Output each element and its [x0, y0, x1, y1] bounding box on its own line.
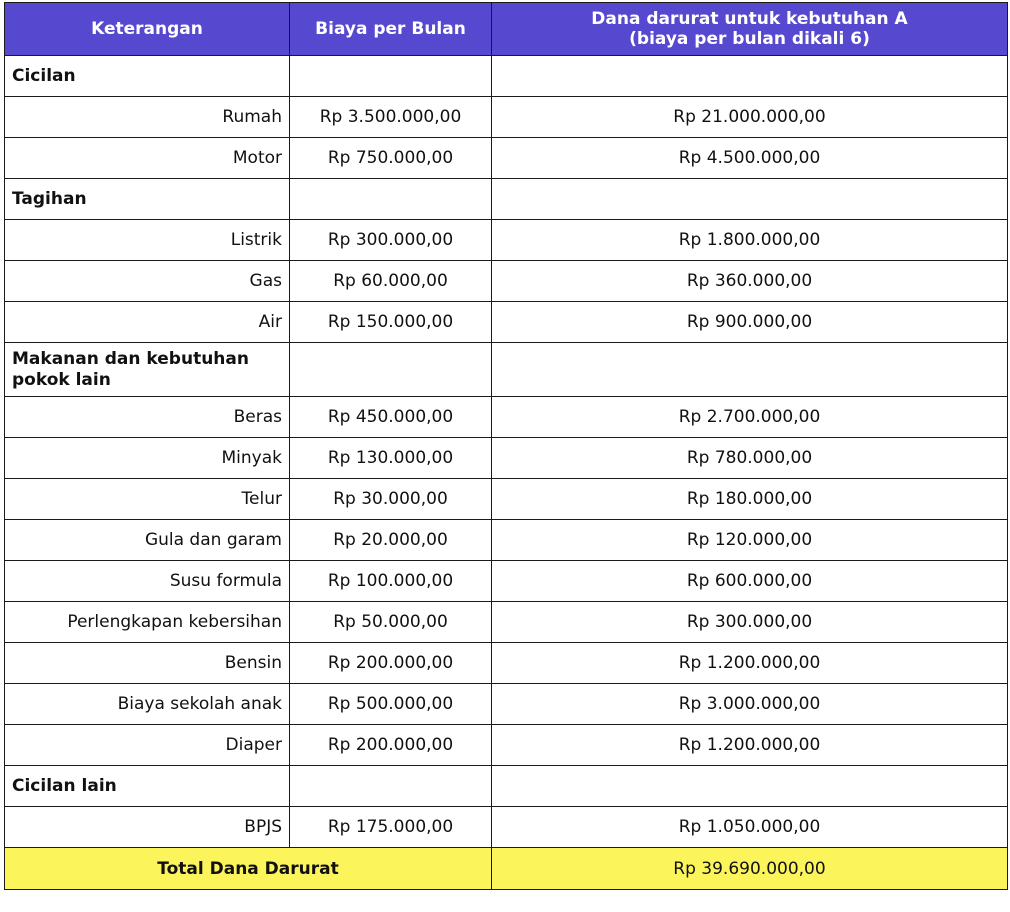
- monthly-cost-cell: Rp 100.000,00: [290, 561, 492, 602]
- category-label: Tagihan: [5, 179, 290, 220]
- item-label: Gula dan garam: [5, 520, 290, 561]
- table-row: [5, 807, 1008, 848]
- empty-cell: [492, 766, 1008, 807]
- table-row: [5, 479, 1008, 520]
- monthly-cost-cell: Rp 750.000,00: [290, 138, 492, 179]
- monthly-cost-cell: Rp 175.000,00: [290, 807, 492, 848]
- item-label: Rumah: [5, 97, 290, 138]
- empty-cell: [290, 179, 492, 220]
- monthly-cost-cell: Rp 150.000,00: [290, 302, 492, 343]
- category-label: [5, 343, 290, 397]
- category-label: Cicilan lain: [5, 766, 290, 807]
- item-label: Motor: [5, 138, 290, 179]
- emergency-fund-table: [4, 2, 1008, 890]
- category-label-line2: pokok lain: [12, 369, 111, 390]
- empty-cell: [492, 179, 1008, 220]
- header-emergency-fund-line2: (biaya per bulan dikali 6): [629, 29, 870, 49]
- empty-cell: [290, 766, 492, 807]
- item-label: Susu formula: [5, 561, 290, 602]
- emergency-fund-cell: Rp 2.700.000,00: [492, 397, 1008, 438]
- item-label: Perlengkapan kebersihan: [5, 602, 290, 643]
- item-label: BPJS: [5, 807, 290, 848]
- monthly-cost-cell: Rp 3.500.000,00: [290, 97, 492, 138]
- header-emergency-fund-line1: Dana darurat untuk kebutuhan A: [591, 9, 908, 29]
- monthly-cost-cell: Rp 300.000,00: [290, 220, 492, 261]
- monthly-cost-cell: Rp 20.000,00: [290, 520, 492, 561]
- header-row: [5, 3, 1008, 56]
- header-monthly-cost: Biaya per Bulan: [290, 3, 492, 56]
- table-row: [5, 220, 1008, 261]
- header-description: Keterangan: [5, 3, 290, 56]
- item-label: Gas: [5, 261, 290, 302]
- empty-cell: [290, 56, 492, 97]
- category-row-makanan: [5, 343, 1008, 397]
- empty-cell: [492, 56, 1008, 97]
- monthly-cost-cell: Rp 450.000,00: [290, 397, 492, 438]
- table-row: [5, 602, 1008, 643]
- total-value: Rp 39.690.000,00: [492, 848, 1008, 890]
- category-label: Cicilan: [5, 56, 290, 97]
- monthly-cost-cell: Rp 130.000,00: [290, 438, 492, 479]
- emergency-fund-cell: Rp 180.000,00: [492, 479, 1008, 520]
- emergency-fund-cell: Rp 300.000,00: [492, 602, 1008, 643]
- total-label: Total Dana Darurat: [5, 848, 492, 890]
- item-label: Minyak: [5, 438, 290, 479]
- monthly-cost-cell: Rp 50.000,00: [290, 602, 492, 643]
- emergency-fund-cell: Rp 600.000,00: [492, 561, 1008, 602]
- table-row: [5, 643, 1008, 684]
- table-row: [5, 397, 1008, 438]
- category-row-cicilan: [5, 56, 1008, 97]
- table-row: [5, 684, 1008, 725]
- emergency-fund-cell: Rp 1.800.000,00: [492, 220, 1008, 261]
- emergency-fund-cell: Rp 780.000,00: [492, 438, 1008, 479]
- item-label: Beras: [5, 397, 290, 438]
- table-row: [5, 561, 1008, 602]
- monthly-cost-cell: Rp 200.000,00: [290, 643, 492, 684]
- monthly-cost-cell: Rp 30.000,00: [290, 479, 492, 520]
- emergency-fund-cell: Rp 1.050.000,00: [492, 807, 1008, 848]
- category-row-tagihan: [5, 179, 1008, 220]
- emergency-fund-cell: Rp 120.000,00: [492, 520, 1008, 561]
- header-emergency-fund: [492, 3, 1008, 56]
- item-label: Biaya sekolah anak: [5, 684, 290, 725]
- monthly-cost-cell: Rp 60.000,00: [290, 261, 492, 302]
- table-row: [5, 302, 1008, 343]
- total-row: [5, 848, 1008, 890]
- table-row: [5, 725, 1008, 766]
- item-label: Listrik: [5, 220, 290, 261]
- emergency-fund-cell: Rp 1.200.000,00: [492, 725, 1008, 766]
- item-label: Diaper: [5, 725, 290, 766]
- item-label: Bensin: [5, 643, 290, 684]
- empty-cell: [492, 343, 1008, 397]
- table-row: [5, 520, 1008, 561]
- table-row: [5, 438, 1008, 479]
- emergency-fund-cell: Rp 4.500.000,00: [492, 138, 1008, 179]
- emergency-fund-cell: Rp 21.000.000,00: [492, 97, 1008, 138]
- empty-cell: [290, 343, 492, 397]
- table-row: [5, 138, 1008, 179]
- item-label: Telur: [5, 479, 290, 520]
- emergency-fund-cell: Rp 3.000.000,00: [492, 684, 1008, 725]
- emergency-fund-cell: Rp 1.200.000,00: [492, 643, 1008, 684]
- item-label: Air: [5, 302, 290, 343]
- category-row-cicilan-lain: [5, 766, 1008, 807]
- emergency-fund-cell: Rp 360.000,00: [492, 261, 1008, 302]
- table-row: [5, 97, 1008, 138]
- monthly-cost-cell: Rp 200.000,00: [290, 725, 492, 766]
- table-row: [5, 261, 1008, 302]
- category-label-line1: Makanan dan kebutuhan: [12, 348, 249, 369]
- emergency-fund-cell: Rp 900.000,00: [492, 302, 1008, 343]
- monthly-cost-cell: Rp 500.000,00: [290, 684, 492, 725]
